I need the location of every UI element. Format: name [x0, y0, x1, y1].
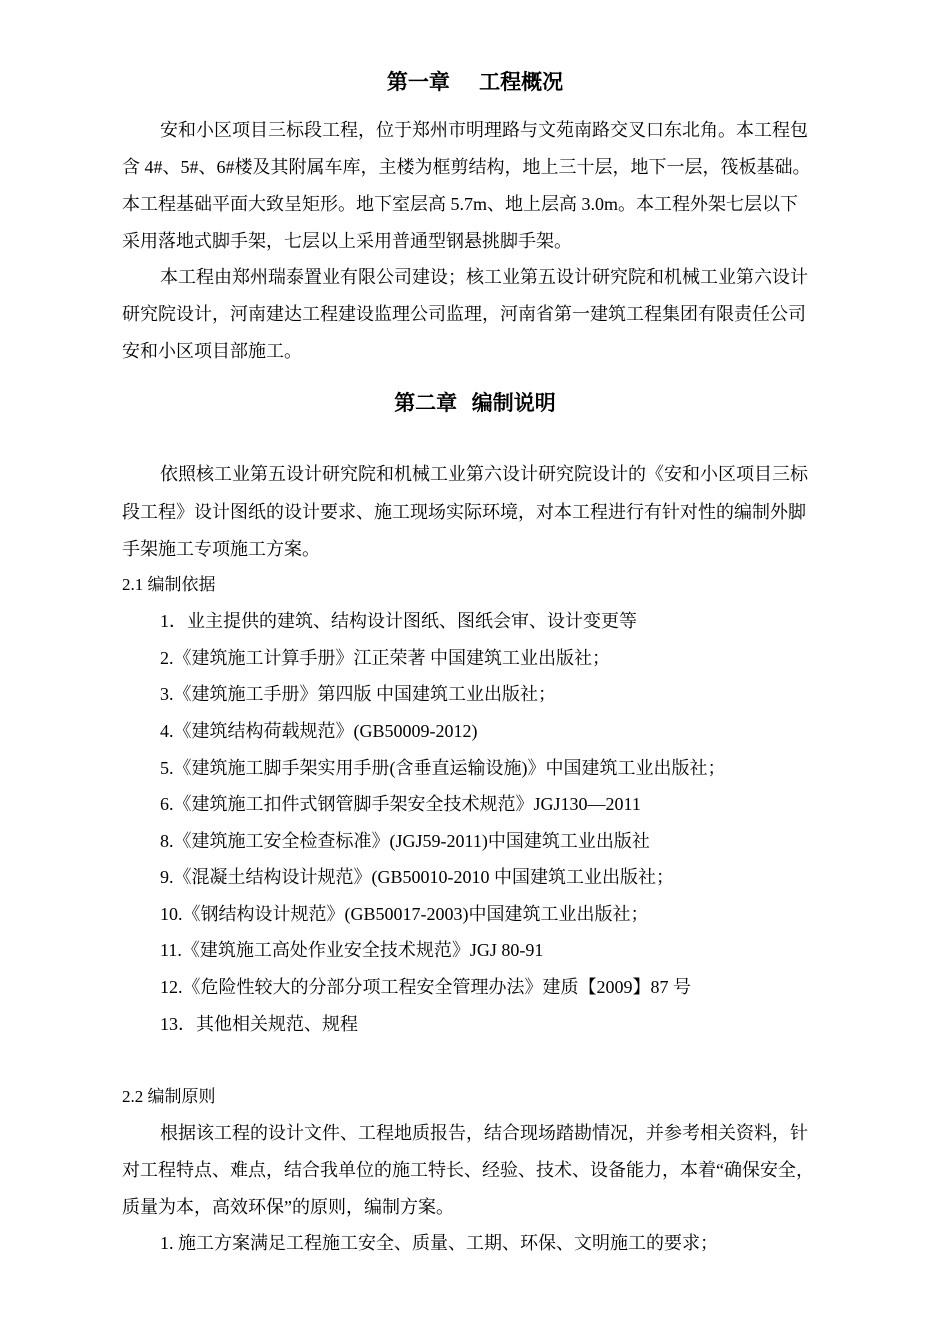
- chapter-1-paragraph-1-line: 安和小区项目三标段工程，位于郑州市明理路与文苑南路交叉口东北角。本工程包: [160, 120, 808, 140]
- reference-list-item: 1．业主提供的建筑、结构设计图纸、图纸会审、设计变更等: [160, 611, 637, 631]
- section-2-2-title: 2.2 编制原则: [122, 1087, 216, 1106]
- section-2-1-title: 2.1 编制依据: [122, 575, 216, 594]
- principle-list-item: 1. 施工方案满足工程施工安全、质量、工期、环保、文明施工的要求；: [160, 1233, 718, 1253]
- chapter-2-intro-line: 段工程》设计图纸的设计要求、施工现场实际环境，对本工程进行有针对性的编制外脚: [122, 502, 806, 522]
- reference-list-item: 13．其他相关规范、规程: [160, 1014, 358, 1034]
- section-2-2-paragraph-line: 对工程特点、难点，结合我单位的施工特长、经验、技术、设备能力，本着“确保安全，: [122, 1160, 814, 1180]
- reference-list-item: 11.《建筑施工高处作业安全技术规范》JGJ 80-91: [160, 940, 544, 960]
- chapter-2-intro-line: 依照核工业第五设计研究院和机械工业第六设计研究院设计的《安和小区项目三标: [160, 464, 808, 484]
- chapter-1-paragraph-2-line: 本工程由郑州瑞泰置业有限公司建设；核工业第五设计研究院和机械工业第六设计: [160, 267, 808, 287]
- reference-list-item: 8.《建筑施工安全检查标准》(JGJ59-2011)中国建筑工业出版社: [160, 831, 650, 851]
- reference-list-item: 10.《钢结构设计规范》(GB50017-2003)中国建筑工业出版社；: [160, 904, 649, 924]
- section-2-2-paragraph-line: 质量为本，高效环保”的原则，编制方案。: [122, 1197, 454, 1217]
- chapter-1-title: 第一章 工程概况: [386, 70, 564, 94]
- reference-list-item: 4.《建筑结构荷载规范》(GB50009-2012): [160, 721, 478, 741]
- chapter-1-paragraph-1-line: 采用落地式脚手架，七层以上采用普通型钢悬挑脚手架。: [122, 231, 572, 251]
- chapter-1-paragraph-2-line: 研究院设计，河南建达工程建设监理公司监理，河南省第一建筑工程集团有限责任公司: [122, 304, 806, 324]
- chapter-2-intro-line: 手架施工专项施工方案。: [122, 539, 320, 559]
- reference-list-item: 12.《危险性较大的分部分项工程安全管理办法》建质【2009】87 号: [160, 977, 691, 997]
- reference-list-item: 6.《建筑施工扣件式钢管脚手架安全技术规范》JGJ130—2011: [160, 794, 641, 814]
- reference-list-item: 9.《混凝土结构设计规范》(GB50010-2010 中国建筑工业出版社；: [160, 867, 674, 887]
- reference-list-item: 5.《建筑施工脚手架实用手册(含垂直运输设施)》中国建筑工业出版社；: [160, 758, 726, 778]
- chapter-1-paragraph-1-line: 本工程基础平面大致呈矩形。地下室层高 5.7m、地上层高 3.0m。本工程外架七层以下: [122, 194, 798, 214]
- chapter-2-title: 第二章 编制说明: [394, 391, 556, 415]
- chapter-1-paragraph-1-line: 含 4#、5#、6#楼及其附属车库，主楼为框剪结构，地上三十层，地下一层，筏板基础。: [122, 157, 811, 177]
- section-2-2-paragraph-line: 根据该工程的设计文件、工程地质报告，结合现场踏勘情况，并参考相关资料，针: [160, 1123, 808, 1143]
- reference-list-item: 2.《建筑施工计算手册》江正荣著 中国建筑工业出版社；: [160, 648, 610, 668]
- chapter-1-paragraph-2-line: 安和小区项目部施工。: [122, 341, 302, 361]
- reference-list-item: 3.《建筑施工手册》第四版 中国建筑工业出版社；: [160, 684, 556, 704]
